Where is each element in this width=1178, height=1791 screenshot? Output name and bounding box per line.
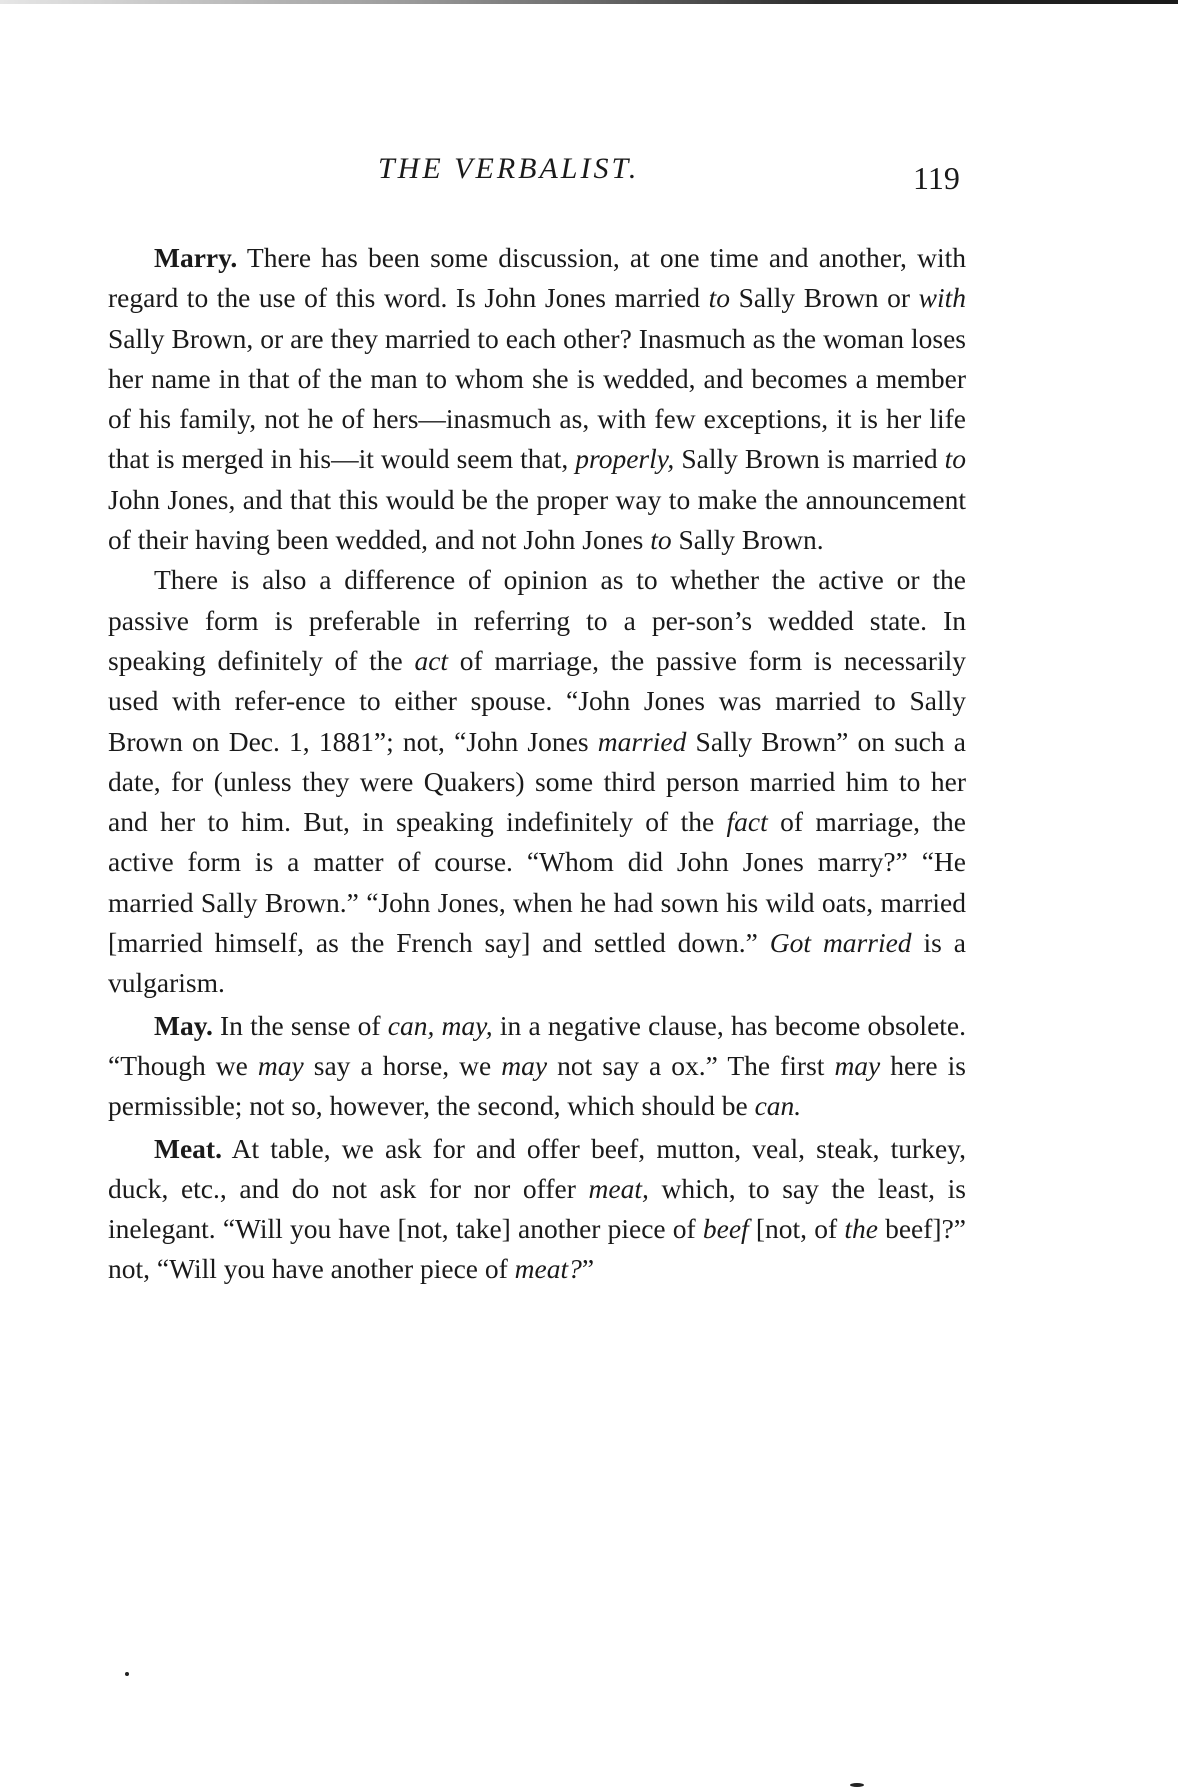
italic-text: meat?	[514, 1253, 582, 1285]
italic-text: to	[944, 443, 966, 475]
entry-paragraph	[108, 560, 966, 1003]
italic-text: fact	[726, 806, 768, 838]
page-top-edge	[0, 0, 1178, 4]
page-body	[108, 236, 966, 1290]
italic-text: properly,	[575, 443, 675, 475]
body-text: Sally Brown or	[730, 282, 919, 314]
body-text: of marriage, the passive form is necessarily used with refer-ence to either spouse. “John Jones was married to Sally Brown on Dec. 1, 1881”; not, “John Jones	[108, 644, 966, 757]
italic-text: Got married	[769, 927, 912, 959]
scan-speck	[850, 1783, 864, 1787]
italic-text: act	[414, 644, 449, 676]
body-text: beef]?” not, “Will you have another piece of	[108, 1213, 966, 1285]
body-text: ”	[581, 1253, 595, 1285]
page-number: 119	[913, 160, 960, 196]
body-text: here is permissible; not so, however, the second, which should be	[108, 1049, 966, 1122]
body-text: Sally Brown is married	[674, 443, 945, 475]
scan-speck	[125, 1672, 129, 1676]
italic-text: to	[708, 282, 731, 314]
body-text: At table, we ask for and offer beef, mutton, veal, steak, turkey, duck, etc., and do not ask for nor offer	[108, 1132, 967, 1204]
italic-text: can, may,	[387, 1009, 493, 1041]
body-text: of marriage, the active form is a matter of course. “Whom did John Jones marry?” “He married Sally Brown.” “John Jones, when he had sown his wild oats, married [married himself, as the French say] and settled down.”	[108, 806, 966, 959]
running-title: THE VERBALIST.	[378, 152, 640, 185]
dictionary-entry-meat	[108, 1129, 966, 1290]
body-text: Sally Brown.	[671, 524, 824, 556]
body-text: Sally Brown” on such a date, for (unless they were Quakers) some third person married him to her and her to him. But, in speaking indefinitely of the	[108, 725, 966, 838]
entry-paragraph	[108, 1129, 966, 1290]
body-text: There is also a difference of opinion as to whether the active or the passive form is preferable in referring to a per-son’s wedded state. In speaking definitely of the	[108, 564, 966, 676]
italic-text: to	[650, 524, 672, 556]
italic-text: meat,	[588, 1172, 649, 1204]
italic-text: may	[257, 1049, 304, 1081]
italic-text: with	[918, 282, 966, 314]
body-text: say a horse, we	[303, 1049, 502, 1081]
entry-headword: Meat.	[154, 1132, 222, 1164]
entry-headword: May.	[154, 1009, 213, 1041]
body-text: Sally Brown, or are they married to each other? Inasmuch as the woman loses her name in that of the man to whom she is wedded, and becomes a member of his family, not he of hers—inasmuch as, with few exceptions, it is her life that is merged in his—it would seem that,	[108, 322, 966, 475]
body-text: is a vulgarism.	[108, 927, 966, 999]
body-text: There has been some discussion, at one time and another, with regard to the use of this word. Is John Jones married	[108, 242, 966, 314]
body-text: which, to say the least, is inelegant. “Will you have [not, take] another piece of	[108, 1172, 967, 1245]
body-text: not say a ox.” The first	[547, 1049, 835, 1081]
italic-text: beef	[702, 1213, 749, 1245]
entry-paragraph	[108, 238, 966, 560]
dictionary-entry-may	[108, 1006, 966, 1127]
page-header	[0, 152, 1178, 202]
dictionary-entry-marry	[108, 238, 966, 1004]
body-text: [not, of	[748, 1213, 845, 1245]
entry-paragraph	[108, 1006, 966, 1127]
italic-text: married	[597, 725, 687, 757]
italic-text: may	[501, 1049, 548, 1081]
entry-headword: Marry.	[154, 242, 238, 273]
body-text: John Jones, and that this would be the proper way to make the announcement of their having been wedded, and not John Jones	[108, 483, 966, 556]
body-text: in a negative clause, has become obsolete. “Though we	[108, 1009, 966, 1081]
italic-text: can.	[754, 1090, 802, 1122]
body-text: In the sense of	[220, 1009, 388, 1041]
italic-text: the	[844, 1213, 878, 1245]
italic-text: may	[834, 1049, 881, 1081]
